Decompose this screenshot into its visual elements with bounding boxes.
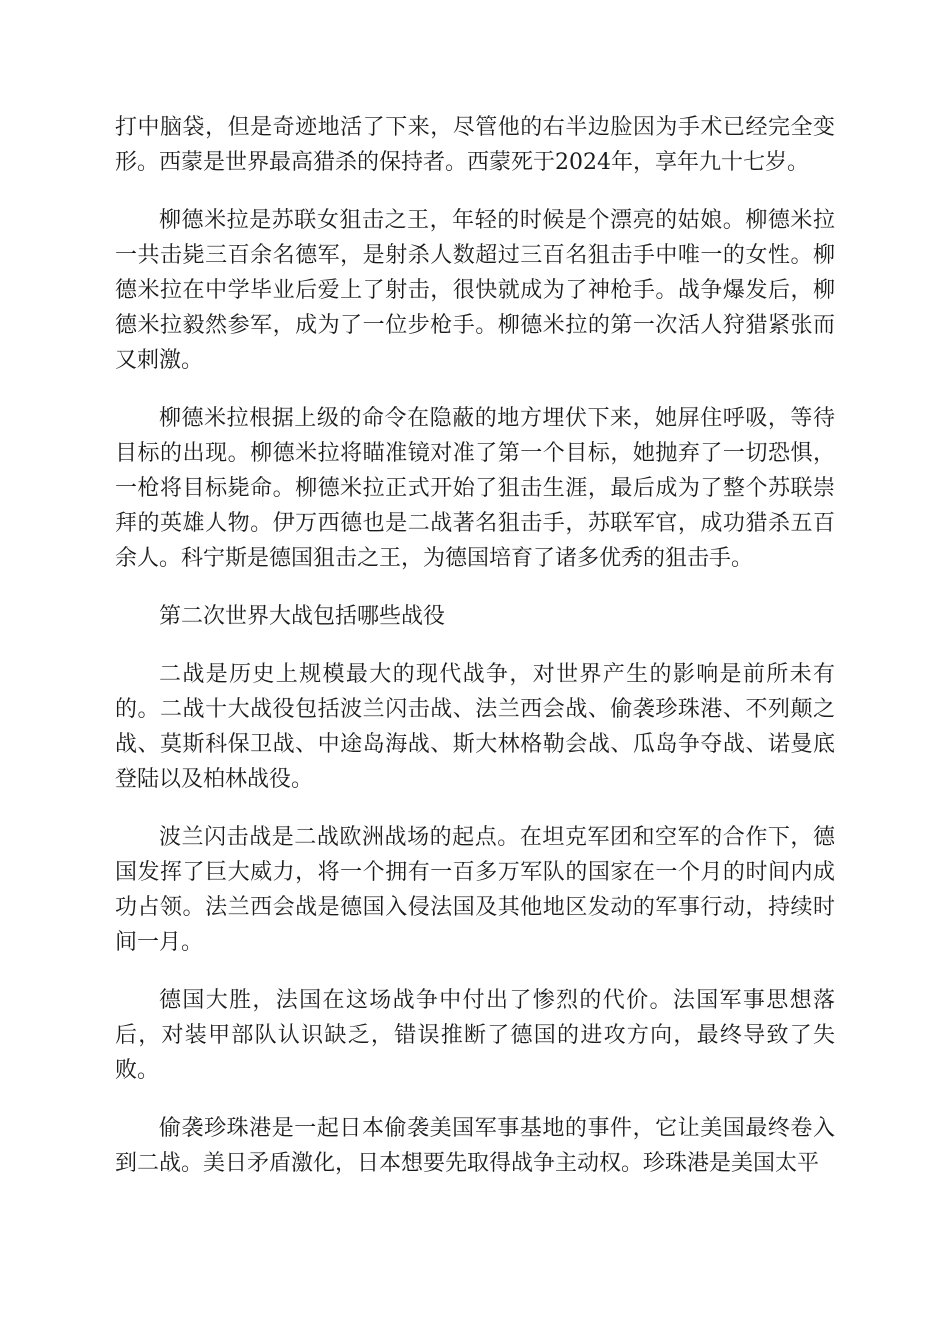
paragraph-lyudmila-intro: 柳德米拉是苏联女狙击之王，年轻的时候是个漂亮的姑娘。柳德米拉一共击毙三百余名德军，是射杀人数超过三百名狙击手中唯一的女性。柳德米拉在中学毕业后爱上了射击，很快就成为了神枪手。战争爆发后，柳德米拉毅然参军，成为了一位步枪手。柳德米拉的第一次活人狩猎紧张而又刺激。	[115, 208, 835, 373]
document-page	[115, 110, 835, 1204]
paragraph-poland-france: 波兰闪击战是二战欧洲战场的起点。在坦克军团和空军的合作下，德国发挥了巨大威力，将一个拥有一百多万军队的国家在一个月的时间内成功占领。法兰西会战是德国入侵法国及其他地区发动的军事行动，持续时间一月。	[115, 825, 835, 955]
paragraph-pearl-harbor: 偷袭珍珠港是一起日本偷袭美国军事基地的事件，它让美国最终卷入到二战。美日矛盾激化，日本想要先取得战争主动权。珍珠港是美国太平	[115, 1116, 835, 1176]
paragraph-ww2-overview: 二战是历史上规模最大的现代战争，对世界产生的影响是前所未有的。二战十大战役包括波兰闪击战、法兰西会战、偷袭珍珠港、不列颠之战、莫斯科保卫战、中途岛海战、斯大林格勒会战、瓜岛争夺战、诺曼底登陆以及柏林战役。	[115, 662, 835, 792]
paragraph-lyudmila-career: 柳德米拉根据上级的命令在隐蔽的地方埋伏下来，她屏住呼吸，等待目标的出现。柳德米拉将瞄准镜对准了第一个目标，她抛弃了一切恐惧，一枪将目标毙命。柳德米拉正式开始了狙击生涯，最后成为了整个苏联崇拜的英雄人物。伊万西德也是二战著名狙击手，苏联军官，成功猎杀五百余人。科宁斯是德国狙击之王，为德国培育了诸多优秀的狙击手。	[115, 406, 835, 571]
section-heading-ww2-battles: 第二次世界大战包括哪些战役	[159, 604, 446, 629]
paragraph-france-defeat: 德国大胜，法国在这场战争中付出了惨烈的代价。法国军事思想落后，对装甲部队认识缺乏，错误推断了德国的进攻方向，最终导致了失败。	[115, 988, 835, 1083]
paragraph-simo-ending: 打中脑袋，但是奇迹地活了下来，尽管他的右半边脸因为手术已经完全变形。西蒙是世界最高猎杀的保持者。西蒙死于2024年，享年九十七岁。	[115, 115, 835, 175]
